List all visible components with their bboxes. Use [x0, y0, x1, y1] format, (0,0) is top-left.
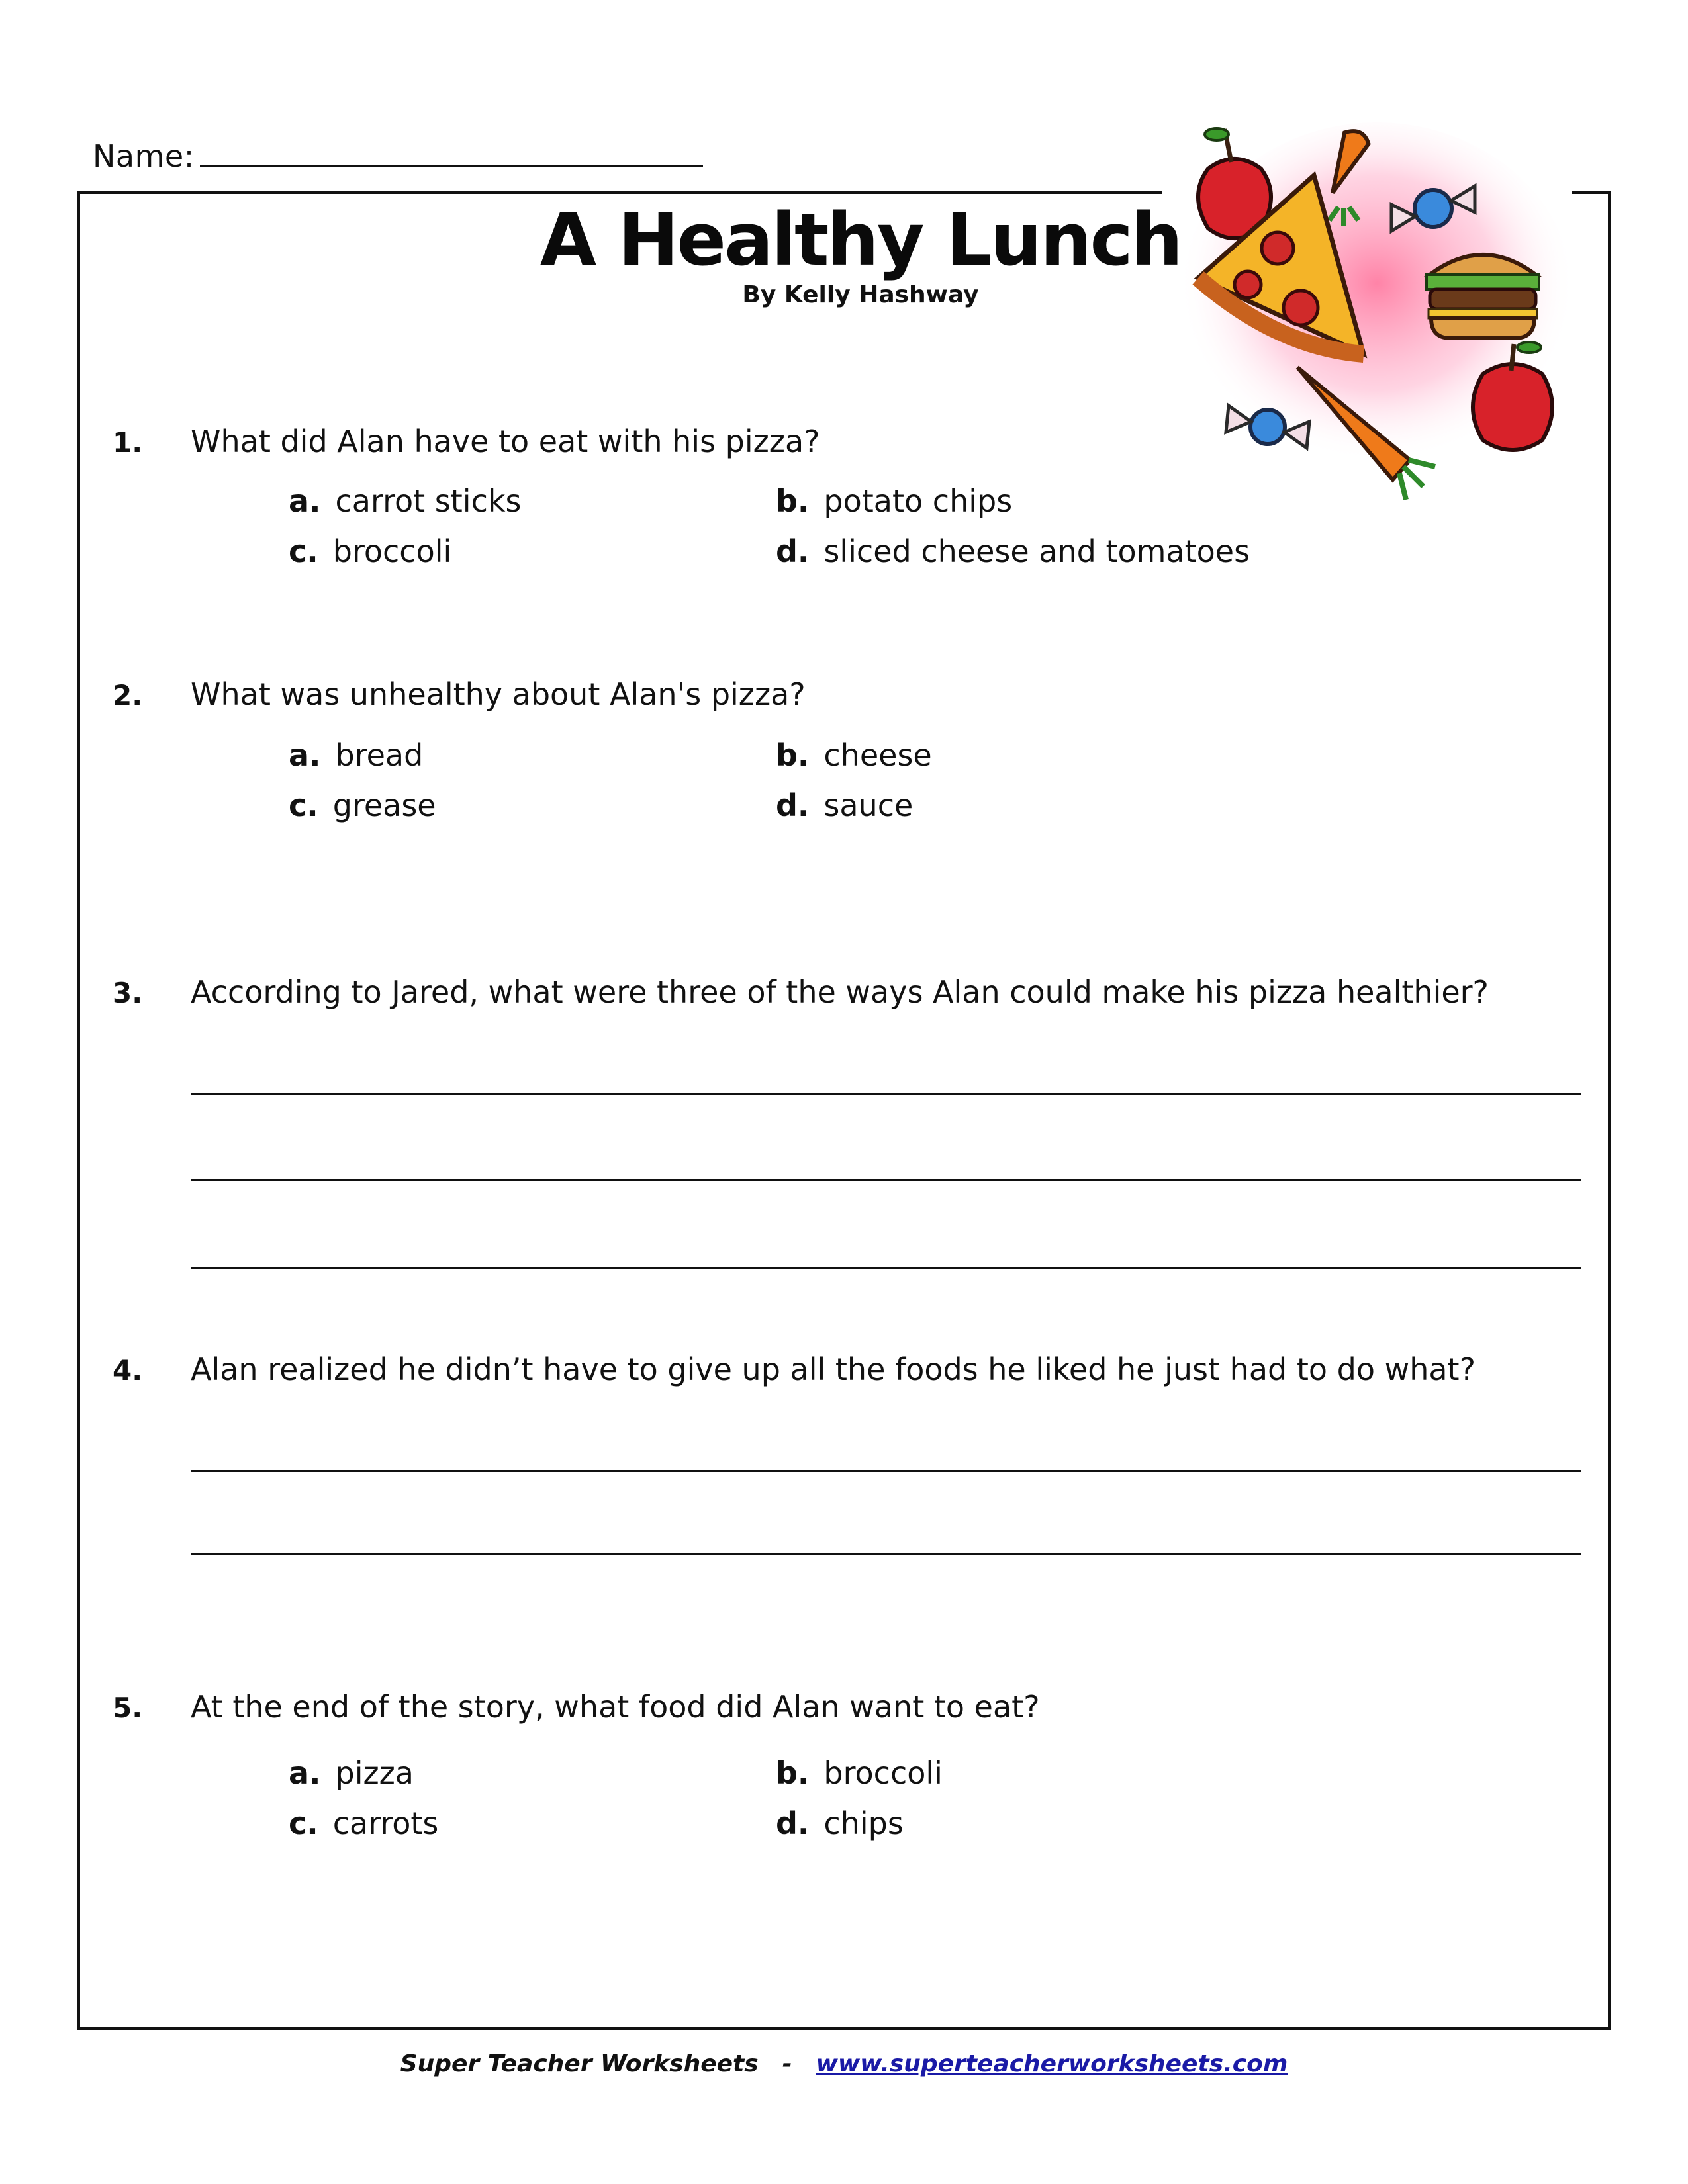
- option-letter: c.: [289, 533, 318, 569]
- question-5-number: 5.: [113, 1692, 143, 1724]
- option-letter: b.: [776, 483, 810, 519]
- option-letter: a.: [289, 483, 321, 519]
- question-4-text: Alan realized he didn’t have to give up all the foods he liked he just had to do what?: [191, 1351, 1476, 1387]
- option-text: broccoli: [332, 533, 452, 569]
- answer-line[interactable]: [191, 1093, 1581, 1095]
- question-1-option-d[interactable]: [776, 533, 1250, 569]
- question-2-text: What was unhealthy about Alan's pizza?: [191, 676, 806, 712]
- option-text: potato chips: [823, 483, 1013, 519]
- option-letter: d.: [776, 533, 810, 569]
- question-1-text: What did Alan have to eat with his pizza?: [191, 424, 820, 459]
- name-label: Name:: [93, 138, 195, 174]
- name-field[interactable]: [93, 136, 703, 174]
- name-blank-line[interactable]: [200, 136, 703, 167]
- question-1-option-b[interactable]: [776, 483, 1012, 519]
- question-2-option-c[interactable]: [289, 788, 436, 823]
- question-3-text: According to Jared, what were three of the ways Alan could make his pizza healthier?: [191, 974, 1489, 1010]
- option-letter: b.: [776, 737, 810, 773]
- question-3-number: 3.: [113, 977, 143, 1009]
- answer-line[interactable]: [191, 1470, 1581, 1472]
- hamburger-icon: [1427, 255, 1539, 338]
- option-text: carrots: [332, 1805, 439, 1841]
- answer-line[interactable]: [191, 1553, 1581, 1555]
- option-text: bread: [335, 737, 424, 773]
- question-2-option-d[interactable]: [776, 788, 913, 823]
- option-text: cheese: [823, 737, 932, 773]
- answer-line[interactable]: [191, 1267, 1581, 1269]
- option-text: grease: [332, 788, 436, 823]
- question-2-number: 2.: [113, 679, 143, 711]
- question-1-number: 1.: [113, 426, 143, 459]
- option-letter: c.: [289, 788, 318, 823]
- option-letter: c.: [289, 1805, 318, 1841]
- question-5-option-d[interactable]: [776, 1805, 904, 1841]
- footer: [0, 2050, 1688, 2077]
- option-letter: a.: [289, 737, 321, 773]
- page-title: A Healthy Lunch: [539, 197, 1182, 282]
- question-4-number: 4.: [113, 1354, 143, 1387]
- question-2-option-b[interactable]: [776, 737, 932, 773]
- option-text: pizza: [335, 1755, 414, 1791]
- option-text: sliced cheese and tomatoes: [823, 533, 1250, 569]
- option-letter: d.: [776, 1805, 810, 1841]
- question-5-option-a[interactable]: [289, 1755, 414, 1791]
- option-text: carrot sticks: [335, 483, 522, 519]
- question-5-option-b[interactable]: [776, 1755, 943, 1791]
- question-2-option-a[interactable]: [289, 737, 423, 773]
- question-5-option-c[interactable]: [289, 1805, 438, 1841]
- footer-brand: Super Teacher Worksheets: [400, 2050, 759, 2077]
- answer-line[interactable]: [191, 1179, 1581, 1181]
- footer-link[interactable]: www.superteacherworksheets.com: [816, 2050, 1288, 2077]
- option-letter: a.: [289, 1755, 321, 1791]
- option-text: broccoli: [823, 1755, 943, 1791]
- option-letter: b.: [776, 1755, 810, 1791]
- question-1-option-c[interactable]: [289, 533, 451, 569]
- question-1-option-a[interactable]: [289, 483, 521, 519]
- option-text: sauce: [823, 788, 914, 823]
- question-5-text: At the end of the story, what food did Alan want to eat?: [191, 1689, 1040, 1725]
- option-text: chips: [823, 1805, 904, 1841]
- footer-separator: -: [782, 2050, 792, 2077]
- byline: By Kelly Hashway: [742, 281, 979, 308]
- option-letter: d.: [776, 788, 810, 823]
- food-illustration-icon: [1145, 116, 1569, 513]
